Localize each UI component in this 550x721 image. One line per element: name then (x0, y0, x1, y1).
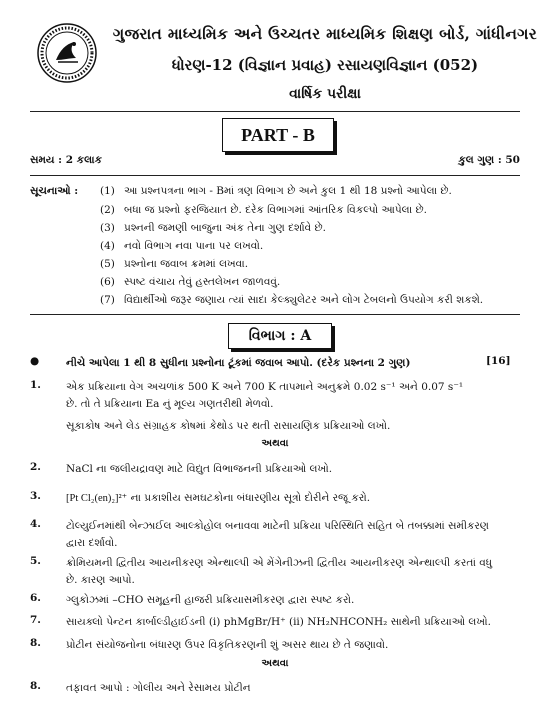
exam-name: વાર્ષિક પરીક્ષા (289, 86, 361, 102)
instruction-text: વિદ્યાર્થીઓ જરૂર જણાય ત્યાં સાદા કેલ્ક્યુલેટર અને લોગ ટેબલનો ઉપયોગ કરી શકશે. (124, 294, 484, 306)
question-number: 2. (30, 461, 41, 473)
instruction-text: સ્પષ્ટ વંચાય તેવું હસ્તલેખન જાળવવું. (124, 276, 281, 288)
instruction-item (100, 185, 452, 198)
instruction-num: (5) (100, 258, 115, 270)
question-number: 7. (30, 614, 41, 626)
instruction-text: પ્રશ્નોના જવાબ ક્રમમાં લખવા. (124, 258, 249, 270)
instruction-item (100, 294, 483, 307)
or-separator: અથવા (261, 658, 289, 669)
question-text: સૂકાકોષ અને લેડ સંગ્રાહક કોષમાં કેથોડ પર થતી રાસાયણિક પ્રક્રિયાઓ લખો. (66, 420, 391, 432)
or-separator: અથવા (261, 438, 289, 449)
question-line: ક્રોમિયમની દ્વિતીય આયનીકરણ એન્થાલ્પી એ મેંગેનીઝની દ્વિતીય આયનીકરણ એન્થાલ્પી કરતાં વધુ (66, 557, 493, 569)
board-name: ગુજરાત માધ્યમિક અને ઉચ્ચતર માધ્યમિક શિક્ષણ બોર્ડ, ગાંધીનગર (112, 24, 538, 43)
instruction-num: (4) (100, 240, 115, 252)
meta-divider (30, 175, 520, 176)
instruction-item (100, 258, 248, 271)
board-seal-logo (36, 22, 98, 84)
question-number: 8. (30, 637, 41, 649)
instruction-text: આ પ્રશ્નપત્રના ભાગ - Bમાં ત્રણ વિભાગ છે અને કુલ 1 થી 18 પ્રશ્નો આપેલા છે. (124, 185, 452, 197)
question-number: 4. (30, 518, 41, 530)
question-text: NaCl ના જલીયદ્રાવણ માટે વિદ્યુત વિભાજનની પ્રક્રિયાઓ લખો. (66, 463, 333, 475)
instruction-text: પ્રશ્નની જમણી બાજુના અંક તેના ગુણ દર્શાવે છે. (124, 222, 326, 234)
instruction-item (100, 276, 280, 289)
question-line: એક પ્રક્રિયાના વેગ અચળાંક 500 K અને 700 K તાપમાને અનુક્રમે 0.02 s⁻¹ અને 0.07 s⁻¹ (66, 381, 464, 393)
header-divider (30, 111, 520, 112)
question-line: દ્વારા દર્શાવો. (66, 537, 118, 549)
instructions-divider (30, 314, 520, 315)
instruction-num: (2) (100, 204, 115, 216)
section-marks: [16] (486, 355, 511, 367)
question-text: ગ્લુકોઝમાં –CHO સમૂહની હાજરી પ્રક્રિયાસમીકરણ દ્વારા સ્પષ્ટ કરો. (66, 594, 355, 606)
question-number: 3. (30, 490, 41, 502)
total-marks: કુલ ગુણ : 50 (458, 154, 520, 166)
instruction-num: (1) (100, 185, 115, 197)
question-line: ના પ્રકાશીય સમઘટકોના બંધારણીય સૂત્રો દોરીને રજૂ કરો. (130, 492, 371, 504)
question-text: સાયક્લો પેન્ટન કાર્બાલ્ડીહાઈડની (i) phMgBr/H⁺ (ii) NH₂NHCONH₂ સાથેની પ્રક્રિયાઓ લખો. (66, 616, 491, 628)
subject-title: ધોરણ-12 (વિજ્ઞાન પ્રવાહ) રસાયણવિજ્ઞાન (052) (171, 56, 479, 74)
instruction-num: (3) (100, 222, 115, 234)
section-heading: વિભાગ : A (228, 323, 332, 349)
question-text (66, 490, 536, 507)
question-text: પ્રોટીન સંયોજનોના બંધારણ ઉપર વિકૃતિકરણની શું અસર થાય છે તે જણાવો. (66, 639, 389, 651)
instruction-text: બધા જ પ્રશ્નો ફરજિયાત છે. દરેક વિભાગમાં આંતરિક વિકલ્પો આપેલા છે. (124, 204, 427, 216)
question-text (66, 379, 536, 413)
complex-formula: [Pt Cl₂(en)₂]²⁺ (66, 493, 128, 504)
instruction-num: (6) (100, 276, 115, 288)
instruction-text: નવો વિભાગ નવા પાના પર લખવો. (124, 240, 264, 252)
bullet-icon: ● (30, 355, 40, 367)
instruction-item (100, 240, 263, 253)
instructions-label: સૂચનાઓ : (30, 185, 79, 197)
question-text: તફાવત આપો : ગોલીય અને રેસામય પ્રોટીન (66, 682, 251, 694)
instruction-num: (7) (100, 294, 115, 306)
directive-text: નીચે આપેલા 1 થી 8 સુધીના પ્રશ્નોના ટૂંકમાં જવાબ આપો. (દરેક પ્રશ્નના 2 ગુણ) (66, 357, 411, 369)
question-number: 8. (30, 680, 41, 692)
question-line: છે. તો તે પ્રક્રિયાના Ea નું મૂલ્ય ગણતરીથી મેળવો. (66, 398, 274, 410)
question-number: 6. (30, 592, 41, 604)
question-number: 5. (30, 555, 41, 567)
question-text (66, 518, 536, 552)
part-heading: PART - B (222, 118, 334, 152)
question-line: ટોલ્યુઈનમાંથી બેન્ઝાઈલ આલ્કોહોલ બનાવવા માટેની પ્રક્રિયા પરિસ્થિતિ સહિત બે તબક્કામાં સમીકરણ (66, 520, 489, 532)
instruction-item (100, 222, 326, 235)
instruction-item (100, 204, 427, 217)
time-allowed: સમય : 2 કલાક (30, 154, 103, 166)
question-line: છે. કારણ આપો. (66, 574, 135, 586)
question-text (66, 555, 536, 589)
question-number: 1. (30, 379, 41, 391)
